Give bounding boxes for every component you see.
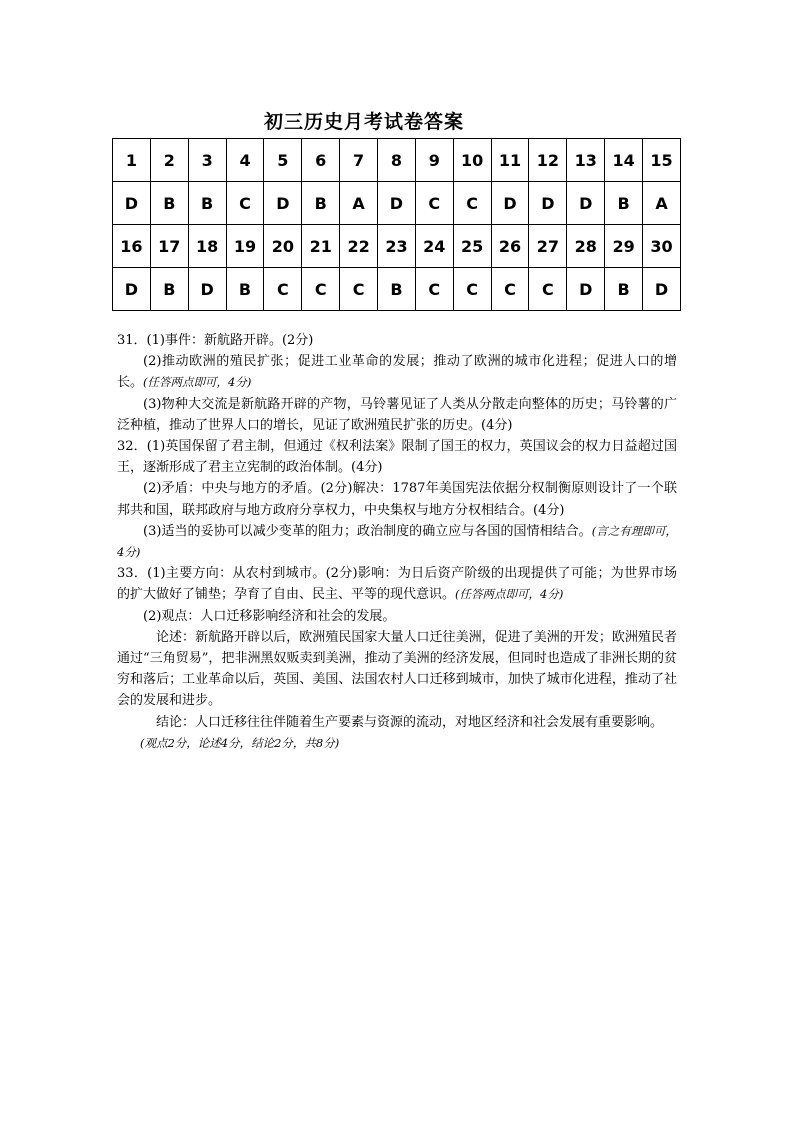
answer-cell: D: [567, 268, 605, 311]
question-number-row: [113, 139, 681, 182]
answer-cell: B: [226, 268, 264, 311]
question-number-cell: 10: [453, 139, 491, 182]
answer-cell: C: [264, 268, 302, 311]
q32-part3-text: (3)适当的妥协可以减少变革的阻力；政治制度的确立应与各国的国情相结合。: [143, 523, 592, 539]
question-number-cell: 21: [302, 225, 340, 268]
question-number-cell: 14: [605, 139, 643, 182]
q31-part2-text: (2)推动欧洲的殖民扩张；促进工业革命的发展；推动了欧洲的城市化进程；促进人口的增长。: [117, 354, 677, 391]
question-number-cell: 29: [605, 225, 643, 268]
q32-part3: [117, 521, 677, 563]
question-number-cell: 2: [150, 139, 188, 182]
answer-cell: C: [529, 268, 567, 311]
question-number-cell: 15: [643, 139, 681, 182]
answer-cell: D: [113, 268, 151, 311]
answer-text: [117, 330, 677, 754]
q31-part2-note: (任答两点即可，4分): [143, 375, 252, 390]
question-number-cell: 7: [340, 139, 378, 182]
answer-cell: C: [453, 268, 491, 311]
answer-cell: B: [188, 182, 226, 225]
q33-part1-text: 33．(1)主要方向：从农村到城市。(2分)影响：为日后资产阶级的出现提供了可能；为世界市场的扩大做好了铺垫；孕育了自由、民主、平等的现代意识。: [117, 566, 677, 603]
answer-cell: D: [264, 182, 302, 225]
answer-cell: A: [643, 182, 681, 225]
question-number-cell: 24: [415, 225, 453, 268]
answer-table: [112, 138, 681, 311]
answer-cell: B: [150, 268, 188, 311]
question-number-cell: 19: [226, 225, 264, 268]
question-number-cell: 27: [529, 225, 567, 268]
q33-part1-note: (任答两点即可，4分): [455, 587, 564, 602]
question-number-cell: 13: [567, 139, 605, 182]
answer-row: [113, 182, 681, 225]
answer-cell: C: [415, 268, 453, 311]
question-number-cell: 9: [415, 139, 453, 182]
question-number-cell: 25: [453, 225, 491, 268]
question-number-cell: 17: [150, 225, 188, 268]
question-number-cell: 6: [302, 139, 340, 182]
question-number-cell: 5: [264, 139, 302, 182]
answer-cell: C: [302, 268, 340, 311]
question-number-cell: 1: [113, 139, 151, 182]
answer-cell: B: [378, 268, 416, 311]
q32-part1: 32．(1)英国保留了君主制，但通过《权利法案》限制了国王的权力，英国议会的权力日益超过国王，逐渐形成了君主立宪制的政治体制。(4分): [117, 439, 677, 476]
q32-part3-note: (言之有理即可，4分): [117, 523, 677, 560]
answer-cell: D: [567, 182, 605, 225]
question-number-cell: 20: [264, 225, 302, 268]
answer-table-body: [113, 139, 681, 311]
answer-cell: C: [415, 182, 453, 225]
question-number-cell: 4: [226, 139, 264, 182]
question-number-cell: 11: [491, 139, 529, 182]
answer-cell: D: [378, 182, 416, 225]
q33-part2: (2)观点：人口迁移影响经济和社会的发展。: [143, 608, 396, 624]
answer-cell: B: [150, 182, 188, 225]
question-number-cell: 16: [113, 225, 151, 268]
answer-cell: C: [340, 268, 378, 311]
answer-cell: D: [643, 268, 681, 311]
q31-part2: [117, 351, 677, 393]
answer-cell: C: [453, 182, 491, 225]
q33-scoring-note: (观点2分，论述4分，结论2分，共8分): [140, 735, 340, 750]
question-number-cell: 8: [378, 139, 416, 182]
answer-cell: B: [302, 182, 340, 225]
question-number-cell: 12: [529, 139, 567, 182]
question-number-cell: 30: [643, 225, 681, 268]
answer-row: [113, 268, 681, 311]
q33-part1: [117, 563, 677, 605]
answer-cell: D: [188, 268, 226, 311]
q32-part2: (2)矛盾：中央与地方的矛盾。(2分)解决：1787年美国宪法依据分权制衡原则设计了一个联邦共和国，联邦政府与地方政府分享权力，中央集权与地方分权相结合。(4分): [117, 481, 677, 518]
answer-cell: B: [605, 268, 643, 311]
question-number-cell: 28: [567, 225, 605, 268]
answer-cell: C: [491, 268, 529, 311]
question-number-cell: 26: [491, 225, 529, 268]
page-title: 初三历史月考试卷答案: [263, 111, 464, 133]
q33-conclusion: 结论：人口迁移往往伴随着生产要素与资源的流动，对地区经济和社会发展有重要影响。: [156, 714, 664, 730]
answer-cell: A: [340, 182, 378, 225]
question-number-cell: 3: [188, 139, 226, 182]
answer-cell: C: [226, 182, 264, 225]
q31-part3: (3)物种大交流是新航路开辟的产物，马铃薯见证了人类从分散走向整体的历史；马铃薯的广泛种植，推动了世界人口的增长，见证了欧洲殖民扩张的历史。(4分): [117, 396, 677, 433]
question-number-cell: 23: [378, 225, 416, 268]
answer-cell: D: [529, 182, 567, 225]
question-number-cell: 22: [340, 225, 378, 268]
question-number-row: [113, 225, 681, 268]
answer-cell: B: [605, 182, 643, 225]
question-number-cell: 18: [188, 225, 226, 268]
q31-part1: 31．(1)事件：新航路开辟。(2分): [117, 333, 314, 348]
answer-cell: D: [491, 182, 529, 225]
answer-cell: D: [113, 182, 151, 225]
q33-argument: 论述：新航路开辟以后，欧洲殖民国家大量人口迁往美洲，促进了美洲的开发；欧洲殖民者通过“三角贸易”，把非洲黑奴贩卖到美洲，推动了美洲的经济发展，但同时也造成了非洲长期的贫穷和落后；工业革命以后，英国、美国、法国农村人口迁移到城市，加快了城市化进程，推动了社会的发展和进步。: [117, 629, 677, 709]
